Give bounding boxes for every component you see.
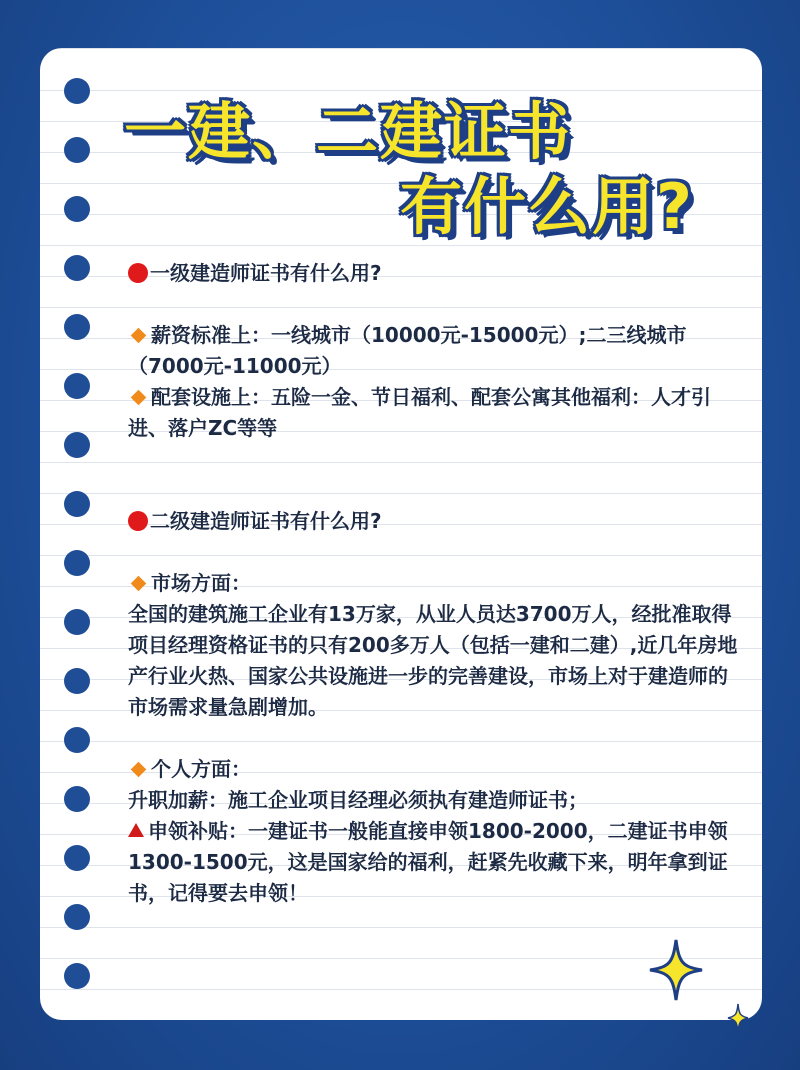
facilities-paragraph: 配套设施上：五险一金、节日福利、配套公寓其他福利：人才引进、落户ZC等等 <box>128 385 711 440</box>
binder-hole <box>64 668 90 694</box>
orange-diamond-bullet-icon <box>131 576 147 592</box>
binder-hole <box>64 373 90 399</box>
binder-hole <box>64 609 90 635</box>
binder-holes <box>64 78 94 998</box>
orange-diamond-bullet-icon <box>131 328 147 344</box>
personal-label: 个人方面： <box>128 754 740 785</box>
market-paragraph: 全国的建筑施工企业有13万家，从业人员达3700万人，经批准取得项目经理资格证书的只有200多万人（包括一建和二建）,近几年房地产行业火热、国家公共设施进一步的完善建设，市场上对于建造师的市场需求量急剧增加。 <box>128 602 738 719</box>
binder-hole <box>64 314 90 340</box>
binder-hole <box>64 727 90 753</box>
title-line-1: 一建、二建证书 <box>124 95 573 168</box>
article-content <box>128 258 740 909</box>
title-line-2: 有什么用? <box>400 170 694 243</box>
personal-line-2: 申领补贴：一建证书一般能直接申领1800-2000，二建证书申领1300-1500元，这是国家给的福利，赶紧先收藏下来，明年拿到证书，记得要去申领！ <box>128 819 728 905</box>
section2-heading: 二级建造师证书有什么用? <box>128 506 740 537</box>
market-label: 市场方面： <box>128 568 740 599</box>
binder-hole <box>64 845 90 871</box>
binder-hole <box>64 963 90 989</box>
binder-hole <box>64 137 90 163</box>
personal-line-1: 升职加薪：施工企业项目经理必须执有建造师证书； <box>128 788 588 812</box>
salary-paragraph: 薪资标准上：一线城市（10000元-15000元）;二三线城市（7000元-11000元） <box>128 323 687 378</box>
sparkle-star-icon <box>727 1003 749 1033</box>
sparkle-star-icon <box>648 938 704 1002</box>
binder-hole <box>64 491 90 517</box>
orange-diamond-bullet-icon <box>131 762 147 778</box>
binder-hole <box>64 904 90 930</box>
binder-hole <box>64 432 90 458</box>
binder-hole <box>64 550 90 576</box>
red-circle-bullet-icon <box>128 511 148 531</box>
binder-hole <box>64 786 90 812</box>
red-triangle-icon <box>128 823 144 837</box>
binder-hole <box>64 78 90 104</box>
page-title <box>124 95 744 255</box>
red-circle-bullet-icon <box>128 263 148 283</box>
binder-hole <box>64 255 90 281</box>
binder-hole <box>64 196 90 222</box>
section1-heading: 一级建造师证书有什么用? <box>128 258 740 289</box>
orange-diamond-bullet-icon <box>131 390 147 406</box>
